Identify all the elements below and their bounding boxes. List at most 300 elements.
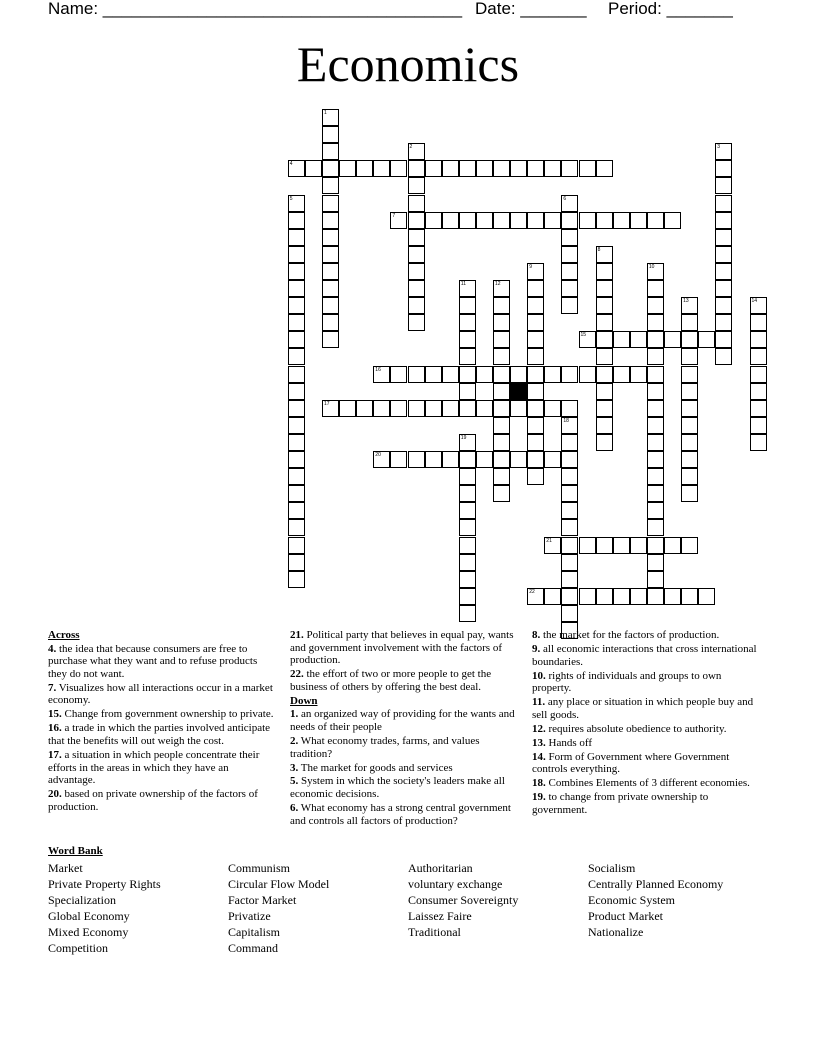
down-clue <box>290 775 518 800</box>
grid-cell[interactable] <box>698 588 715 605</box>
grid-cell[interactable] <box>647 554 664 571</box>
grid-cell[interactable] <box>322 297 339 314</box>
clue-text: requires absolute obedience to authority. <box>545 722 727 735</box>
across-clue <box>290 668 518 693</box>
grid-cell[interactable] <box>288 571 305 588</box>
grid-cell[interactable] <box>493 212 510 229</box>
grid-cell[interactable] <box>459 383 476 400</box>
grid-cell[interactable] <box>750 383 767 400</box>
grid-cell[interactable] <box>459 314 476 331</box>
grid-cell[interactable] <box>613 588 630 605</box>
clue-text: The market for goods and services <box>298 761 453 774</box>
grid-cell[interactable] <box>596 263 613 280</box>
grid-cell[interactable] <box>288 229 305 246</box>
grid-cell[interactable] <box>373 366 390 383</box>
grid-cell[interactable] <box>681 485 698 502</box>
word-bank-item: Economic System <box>588 893 675 907</box>
grid-cell[interactable] <box>596 417 613 434</box>
grid-cell[interactable] <box>322 400 339 417</box>
grid-cell[interactable] <box>647 263 664 280</box>
grid-cell-black <box>510 383 527 400</box>
grid-cell[interactable] <box>459 468 476 485</box>
grid-cell[interactable] <box>476 160 493 177</box>
grid-cell[interactable] <box>715 314 732 331</box>
grid-cell[interactable] <box>510 400 527 417</box>
grid-cell[interactable] <box>527 400 544 417</box>
grid-cell[interactable] <box>322 280 339 297</box>
grid-cell[interactable] <box>561 195 578 212</box>
grid-cell[interactable] <box>715 280 732 297</box>
grid-cell[interactable] <box>459 331 476 348</box>
grid-cell[interactable] <box>715 212 732 229</box>
grid-cell[interactable] <box>613 537 630 554</box>
grid-cell[interactable] <box>408 366 425 383</box>
grid-cell[interactable] <box>288 314 305 331</box>
grid-cell[interactable] <box>750 417 767 434</box>
grid-cell[interactable] <box>442 400 459 417</box>
date-field-label[interactable]: Date: _______ <box>475 0 587 18</box>
word-bank-item: Communism <box>228 861 291 875</box>
grid-cell[interactable] <box>288 246 305 263</box>
grid-cell[interactable] <box>493 348 510 365</box>
grid-cell[interactable] <box>288 383 305 400</box>
grid-cell[interactable] <box>527 297 544 314</box>
grid-cell[interactable] <box>647 434 664 451</box>
grid-cell[interactable] <box>596 160 613 177</box>
grid-cell[interactable] <box>425 160 442 177</box>
grid-cell[interactable] <box>561 605 578 622</box>
grid-cell[interactable] <box>408 212 425 229</box>
grid-cell[interactable] <box>561 571 578 588</box>
word-bank-item: Command <box>228 941 278 955</box>
grid-cell[interactable] <box>544 400 561 417</box>
grid-cell[interactable] <box>408 263 425 280</box>
grid-cell[interactable] <box>664 537 681 554</box>
grid-cell[interactable] <box>459 485 476 502</box>
grid-cell[interactable] <box>476 400 493 417</box>
clue-text: Change from government ownership to private. <box>61 708 274 721</box>
grid-cell[interactable] <box>579 366 596 383</box>
grid-cell[interactable] <box>493 468 510 485</box>
grid-cell[interactable] <box>681 383 698 400</box>
grid-cell[interactable] <box>715 195 732 212</box>
down-clue <box>290 802 518 827</box>
grid-cell[interactable] <box>561 417 578 434</box>
grid-cell[interactable] <box>288 417 305 434</box>
grid-cell[interactable] <box>561 537 578 554</box>
grid-cell[interactable] <box>459 451 476 468</box>
grid-cell[interactable] <box>596 588 613 605</box>
grid-cell[interactable] <box>459 400 476 417</box>
grid-cell[interactable] <box>681 434 698 451</box>
grid-cell[interactable] <box>322 126 339 143</box>
grid-cell[interactable] <box>288 485 305 502</box>
grid-cell[interactable] <box>596 212 613 229</box>
clue-number: 8 <box>597 246 601 253</box>
grid-cell[interactable] <box>408 280 425 297</box>
grid-cell[interactable] <box>527 331 544 348</box>
grid-cell[interactable] <box>288 400 305 417</box>
grid-cell[interactable] <box>715 177 732 194</box>
grid-cell[interactable] <box>630 588 647 605</box>
grid-cell[interactable] <box>408 246 425 263</box>
grid-cell[interactable] <box>561 400 578 417</box>
grid-cell[interactable] <box>459 588 476 605</box>
grid-cell[interactable] <box>561 229 578 246</box>
grid-cell[interactable] <box>681 451 698 468</box>
grid-cell[interactable] <box>510 451 527 468</box>
grid-cell[interactable] <box>425 366 442 383</box>
grid-cell[interactable] <box>493 314 510 331</box>
grid-cell[interactable] <box>373 451 390 468</box>
grid-cell[interactable] <box>647 366 664 383</box>
grid-cell[interactable] <box>288 348 305 365</box>
grid-cell[interactable] <box>596 348 613 365</box>
grid-cell[interactable] <box>390 400 407 417</box>
grid-cell[interactable] <box>390 212 407 229</box>
grid-cell[interactable] <box>288 554 305 571</box>
grid-cell[interactable] <box>527 366 544 383</box>
grid-cell[interactable] <box>647 280 664 297</box>
down-clue <box>532 629 762 642</box>
grid-cell[interactable] <box>459 434 476 451</box>
down-clue <box>532 723 762 736</box>
grid-cell[interactable] <box>493 485 510 502</box>
grid-cell[interactable] <box>613 212 630 229</box>
grid-cell[interactable] <box>288 263 305 280</box>
grid-cell[interactable] <box>322 246 339 263</box>
clue-number: 20. <box>48 788 62 801</box>
grid-cell[interactable] <box>459 502 476 519</box>
grid-cell[interactable] <box>561 451 578 468</box>
grid-cell[interactable] <box>664 212 681 229</box>
grid-cell[interactable] <box>408 229 425 246</box>
name-field-label[interactable]: Name: ______________________________________ <box>48 0 463 18</box>
grid-cell[interactable] <box>322 195 339 212</box>
grid-cell[interactable] <box>544 537 561 554</box>
grid-cell[interactable] <box>390 451 407 468</box>
grid-cell[interactable] <box>408 451 425 468</box>
grid-cell[interactable] <box>561 280 578 297</box>
clue-text: What economy has a strong central government and controls all factors of production? <box>290 802 511 827</box>
across-clue <box>48 788 278 813</box>
grid-cell[interactable] <box>561 297 578 314</box>
grid-cell[interactable] <box>459 537 476 554</box>
grid-cell[interactable] <box>408 314 425 331</box>
grid-cell[interactable] <box>356 400 373 417</box>
grid-cell[interactable] <box>493 417 510 434</box>
grid-cell[interactable] <box>561 502 578 519</box>
grid-cell[interactable] <box>288 212 305 229</box>
grid-cell[interactable] <box>459 348 476 365</box>
grid-cell[interactable] <box>750 366 767 383</box>
grid-cell[interactable] <box>681 314 698 331</box>
grid-cell[interactable] <box>596 434 613 451</box>
grid-cell[interactable] <box>596 280 613 297</box>
grid-cell[interactable] <box>647 537 664 554</box>
word-bank-item: Traditional <box>408 925 461 939</box>
grid-cell[interactable] <box>408 195 425 212</box>
grid-cell[interactable] <box>459 297 476 314</box>
period-field-label[interactable]: Period: _______ <box>608 0 733 18</box>
grid-cell[interactable] <box>373 160 390 177</box>
grid-cell[interactable] <box>561 554 578 571</box>
grid-cell[interactable] <box>750 400 767 417</box>
grid-cell[interactable] <box>681 537 698 554</box>
grid-cell[interactable] <box>288 502 305 519</box>
grid-cell[interactable] <box>390 366 407 383</box>
grid-cell[interactable] <box>322 143 339 160</box>
grid-cell[interactable] <box>493 366 510 383</box>
grid-cell[interactable] <box>544 212 561 229</box>
grid-cell[interactable] <box>664 588 681 605</box>
grid-cell[interactable] <box>442 212 459 229</box>
grid-cell[interactable] <box>510 366 527 383</box>
grid-cell[interactable] <box>459 280 476 297</box>
grid-cell[interactable] <box>647 571 664 588</box>
grid-cell[interactable] <box>408 160 425 177</box>
grid-cell[interactable] <box>596 400 613 417</box>
grid-cell[interactable] <box>527 160 544 177</box>
grid-cell[interactable] <box>510 212 527 229</box>
word-bank-item: Privatize <box>228 909 271 923</box>
grid-cell[interactable] <box>579 588 596 605</box>
grid-cell[interactable] <box>596 383 613 400</box>
grid-cell[interactable] <box>681 348 698 365</box>
grid-cell[interactable] <box>459 571 476 588</box>
grid-cell[interactable] <box>561 263 578 280</box>
grid-cell[interactable] <box>288 537 305 554</box>
grid-cell[interactable] <box>647 348 664 365</box>
grid-cell[interactable] <box>288 519 305 536</box>
grid-cell[interactable] <box>715 160 732 177</box>
grid-cell[interactable] <box>579 331 596 348</box>
grid-cell[interactable] <box>288 195 305 212</box>
grid-cell[interactable] <box>322 331 339 348</box>
grid-cell[interactable] <box>493 451 510 468</box>
grid-cell[interactable] <box>459 554 476 571</box>
grid-cell[interactable] <box>408 297 425 314</box>
grid-cell[interactable] <box>561 485 578 502</box>
grid-cell[interactable] <box>561 366 578 383</box>
grid-cell[interactable] <box>647 468 664 485</box>
down-clue <box>290 708 518 733</box>
grid-cell[interactable] <box>715 229 732 246</box>
grid-cell[interactable] <box>561 246 578 263</box>
grid-cell[interactable] <box>681 588 698 605</box>
grid-cell[interactable] <box>322 212 339 229</box>
grid-cell[interactable] <box>561 468 578 485</box>
grid-cell[interactable] <box>476 366 493 383</box>
grid-cell[interactable] <box>527 417 544 434</box>
grid-cell[interactable] <box>459 605 476 622</box>
clue-number: 18. <box>532 777 546 790</box>
grid-cell[interactable] <box>442 451 459 468</box>
grid-cell[interactable] <box>596 331 613 348</box>
grid-cell[interactable] <box>288 451 305 468</box>
grid-cell[interactable] <box>288 434 305 451</box>
grid-cell[interactable] <box>681 297 698 314</box>
grid-cell[interactable] <box>596 314 613 331</box>
grid-cell[interactable] <box>715 246 732 263</box>
grid-cell[interactable] <box>459 366 476 383</box>
grid-cell[interactable] <box>698 331 715 348</box>
grid-cell[interactable] <box>579 212 596 229</box>
grid-cell[interactable] <box>715 348 732 365</box>
grid-cell[interactable] <box>322 177 339 194</box>
grid-cell[interactable] <box>322 314 339 331</box>
grid-cell[interactable] <box>476 451 493 468</box>
grid-cell[interactable] <box>322 109 339 126</box>
grid-cell[interactable] <box>527 263 544 280</box>
grid-cell[interactable] <box>493 297 510 314</box>
grid-cell[interactable] <box>750 434 767 451</box>
grid-cell[interactable] <box>493 160 510 177</box>
grid-cell[interactable] <box>647 400 664 417</box>
grid-cell[interactable] <box>459 160 476 177</box>
grid-cell[interactable] <box>681 400 698 417</box>
grid-cell[interactable] <box>750 314 767 331</box>
grid-cell[interactable] <box>544 451 561 468</box>
grid-cell[interactable] <box>647 502 664 519</box>
grid-cell[interactable] <box>715 331 732 348</box>
grid-cell[interactable] <box>425 400 442 417</box>
clue-text: based on private ownership of the factors of production. <box>48 788 258 813</box>
clue-text: Visualizes how all interactions occur in a market economy. <box>48 681 273 707</box>
grid-cell[interactable] <box>596 366 613 383</box>
grid-cell[interactable] <box>596 537 613 554</box>
grid-cell[interactable] <box>527 212 544 229</box>
grid-cell[interactable] <box>715 297 732 314</box>
grid-cell[interactable] <box>664 331 681 348</box>
grid-cell[interactable] <box>647 519 664 536</box>
grid-cell[interactable] <box>373 400 390 417</box>
across-clue <box>48 643 278 681</box>
grid-cell[interactable] <box>750 331 767 348</box>
clue-number: 10. <box>532 669 546 682</box>
grid-cell[interactable] <box>647 314 664 331</box>
grid-cell[interactable] <box>288 366 305 383</box>
grid-cell[interactable] <box>442 160 459 177</box>
grid-cell[interactable] <box>596 246 613 263</box>
word-bank-item: Product Market <box>588 909 663 923</box>
clue-text: a situation in which people concentrate their efforts in the areas in which they have an advantage. <box>48 748 260 787</box>
clue-number: 11. <box>532 696 546 709</box>
grid-cell[interactable] <box>613 366 630 383</box>
grid-cell[interactable] <box>459 212 476 229</box>
grid-cell[interactable] <box>630 212 647 229</box>
grid-cell[interactable] <box>527 451 544 468</box>
clue-number: 1. <box>290 708 299 721</box>
grid-cell[interactable] <box>408 143 425 160</box>
grid-cell[interactable] <box>493 280 510 297</box>
grid-cell[interactable] <box>339 400 356 417</box>
grid-cell[interactable] <box>288 160 305 177</box>
word-bank-item: Socialism <box>588 861 636 875</box>
grid-cell[interactable] <box>288 468 305 485</box>
grid-cell[interactable] <box>493 400 510 417</box>
grid-cell[interactable] <box>647 417 664 434</box>
grid-cell[interactable] <box>681 366 698 383</box>
grid-cell[interactable] <box>647 331 664 348</box>
grid-cell[interactable] <box>527 434 544 451</box>
grid-cell[interactable] <box>544 160 561 177</box>
grid-cell[interactable] <box>561 588 578 605</box>
grid-cell[interactable] <box>493 331 510 348</box>
grid-cell[interactable] <box>561 434 578 451</box>
grid-cell[interactable] <box>356 160 373 177</box>
grid-cell[interactable] <box>305 160 322 177</box>
grid-cell[interactable] <box>561 212 578 229</box>
grid-cell[interactable] <box>750 297 767 314</box>
grid-cell[interactable] <box>647 451 664 468</box>
grid-cell[interactable] <box>493 434 510 451</box>
grid-cell[interactable] <box>647 383 664 400</box>
grid-cell[interactable] <box>288 297 305 314</box>
grid-cell[interactable] <box>630 537 647 554</box>
clue-number: 4 <box>289 161 293 168</box>
grid-cell[interactable] <box>527 348 544 365</box>
grid-cell[interactable] <box>579 537 596 554</box>
grid-cell[interactable] <box>630 331 647 348</box>
grid-cell[interactable] <box>390 160 407 177</box>
grid-cell[interactable] <box>288 331 305 348</box>
grid-cell[interactable] <box>442 366 459 383</box>
grid-cell[interactable] <box>493 383 510 400</box>
clue-text: to change from private ownership to government. <box>532 791 709 816</box>
clue-number: 20 <box>375 452 381 458</box>
grid-cell[interactable] <box>750 348 767 365</box>
grid-cell[interactable] <box>681 331 698 348</box>
grid-cell[interactable] <box>425 212 442 229</box>
grid-cell[interactable] <box>596 297 613 314</box>
grid-cell[interactable] <box>408 400 425 417</box>
grid-cell[interactable] <box>322 263 339 280</box>
grid-cell[interactable] <box>527 468 544 485</box>
grid-cell[interactable] <box>476 212 493 229</box>
grid-cell[interactable] <box>561 519 578 536</box>
grid-cell[interactable] <box>544 588 561 605</box>
grid-cell[interactable] <box>647 297 664 314</box>
grid-cell[interactable] <box>715 143 732 160</box>
grid-cell[interactable] <box>339 160 356 177</box>
grid-cell[interactable] <box>527 280 544 297</box>
grid-cell[interactable] <box>425 451 442 468</box>
grid-cell[interactable] <box>647 212 664 229</box>
word-bank-item: Market <box>48 861 83 875</box>
grid-cell[interactable] <box>647 485 664 502</box>
grid-cell[interactable] <box>527 588 544 605</box>
grid-cell[interactable] <box>579 160 596 177</box>
grid-cell[interactable] <box>647 588 664 605</box>
grid-cell[interactable] <box>408 177 425 194</box>
grid-cell[interactable] <box>544 366 561 383</box>
grid-cell[interactable] <box>613 331 630 348</box>
grid-cell[interactable] <box>288 280 305 297</box>
grid-cell[interactable] <box>681 417 698 434</box>
clue-number: 2. <box>290 734 299 747</box>
grid-cell[interactable] <box>715 263 732 280</box>
grid-cell[interactable] <box>527 383 544 400</box>
grid-cell[interactable] <box>630 366 647 383</box>
grid-cell[interactable] <box>459 519 476 536</box>
grid-cell[interactable] <box>561 160 578 177</box>
grid-cell[interactable] <box>681 468 698 485</box>
grid-cell[interactable] <box>510 160 527 177</box>
grid-cell[interactable] <box>322 229 339 246</box>
grid-cell[interactable] <box>527 314 544 331</box>
grid-cell[interactable] <box>322 160 339 177</box>
